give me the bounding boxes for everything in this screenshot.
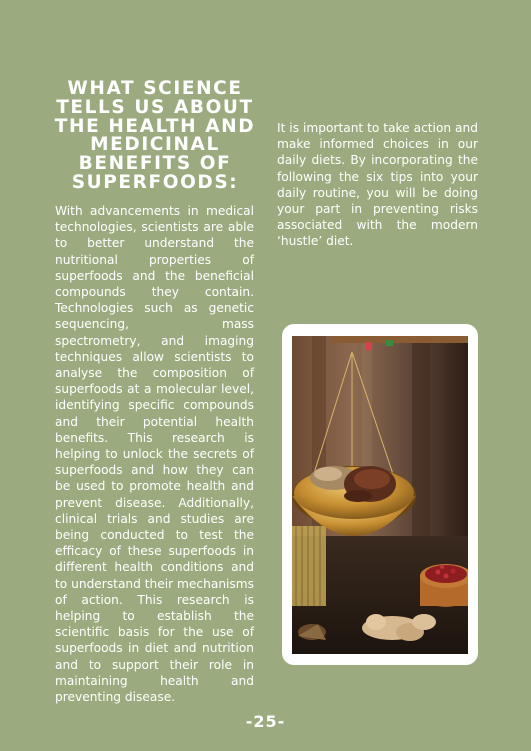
section-heading: WHAT SCIENCE TELLS US ABOUT THE HEALTH AND MEDICINAL BENEFITS OF SUPERFOODS: [54,78,256,193]
right-body-paragraph: It is important to take action and make informed choices in our daily diets. By incorporating the following the six tips into your daily routine, you will be doing your part in preventing risks associated with the modern ‘hustle’ diet. [277,121,478,249]
left-body-paragraph: With advancements in medical technologies, scientists are able to better understand the nutritional properties of superfoods and the beneficial compounds they contain. Technologies such as genetic sequencing, mass spectrometry, and imaging techniques allow scientists to analyse the composition of superfoods at a molecular level, identifying specific compounds and their potential health benefits. This research is helping to unlock the secrets of superfoods and how they can be used to promote health and prevent disease. Additionally, clinical trials and studies are being conducted to test the efficacy of these superfoods in different health conditions and to understand their mechanisms of action. This research is helping to establish the scientific basis for the use of superfoods in diet and nutrition and to support their role in maintaining health and preventing disease. [55,204,254,705]
page-number: -25- [245,712,286,731]
photo-frame [282,324,478,665]
herbal-scale-photo [292,336,468,654]
